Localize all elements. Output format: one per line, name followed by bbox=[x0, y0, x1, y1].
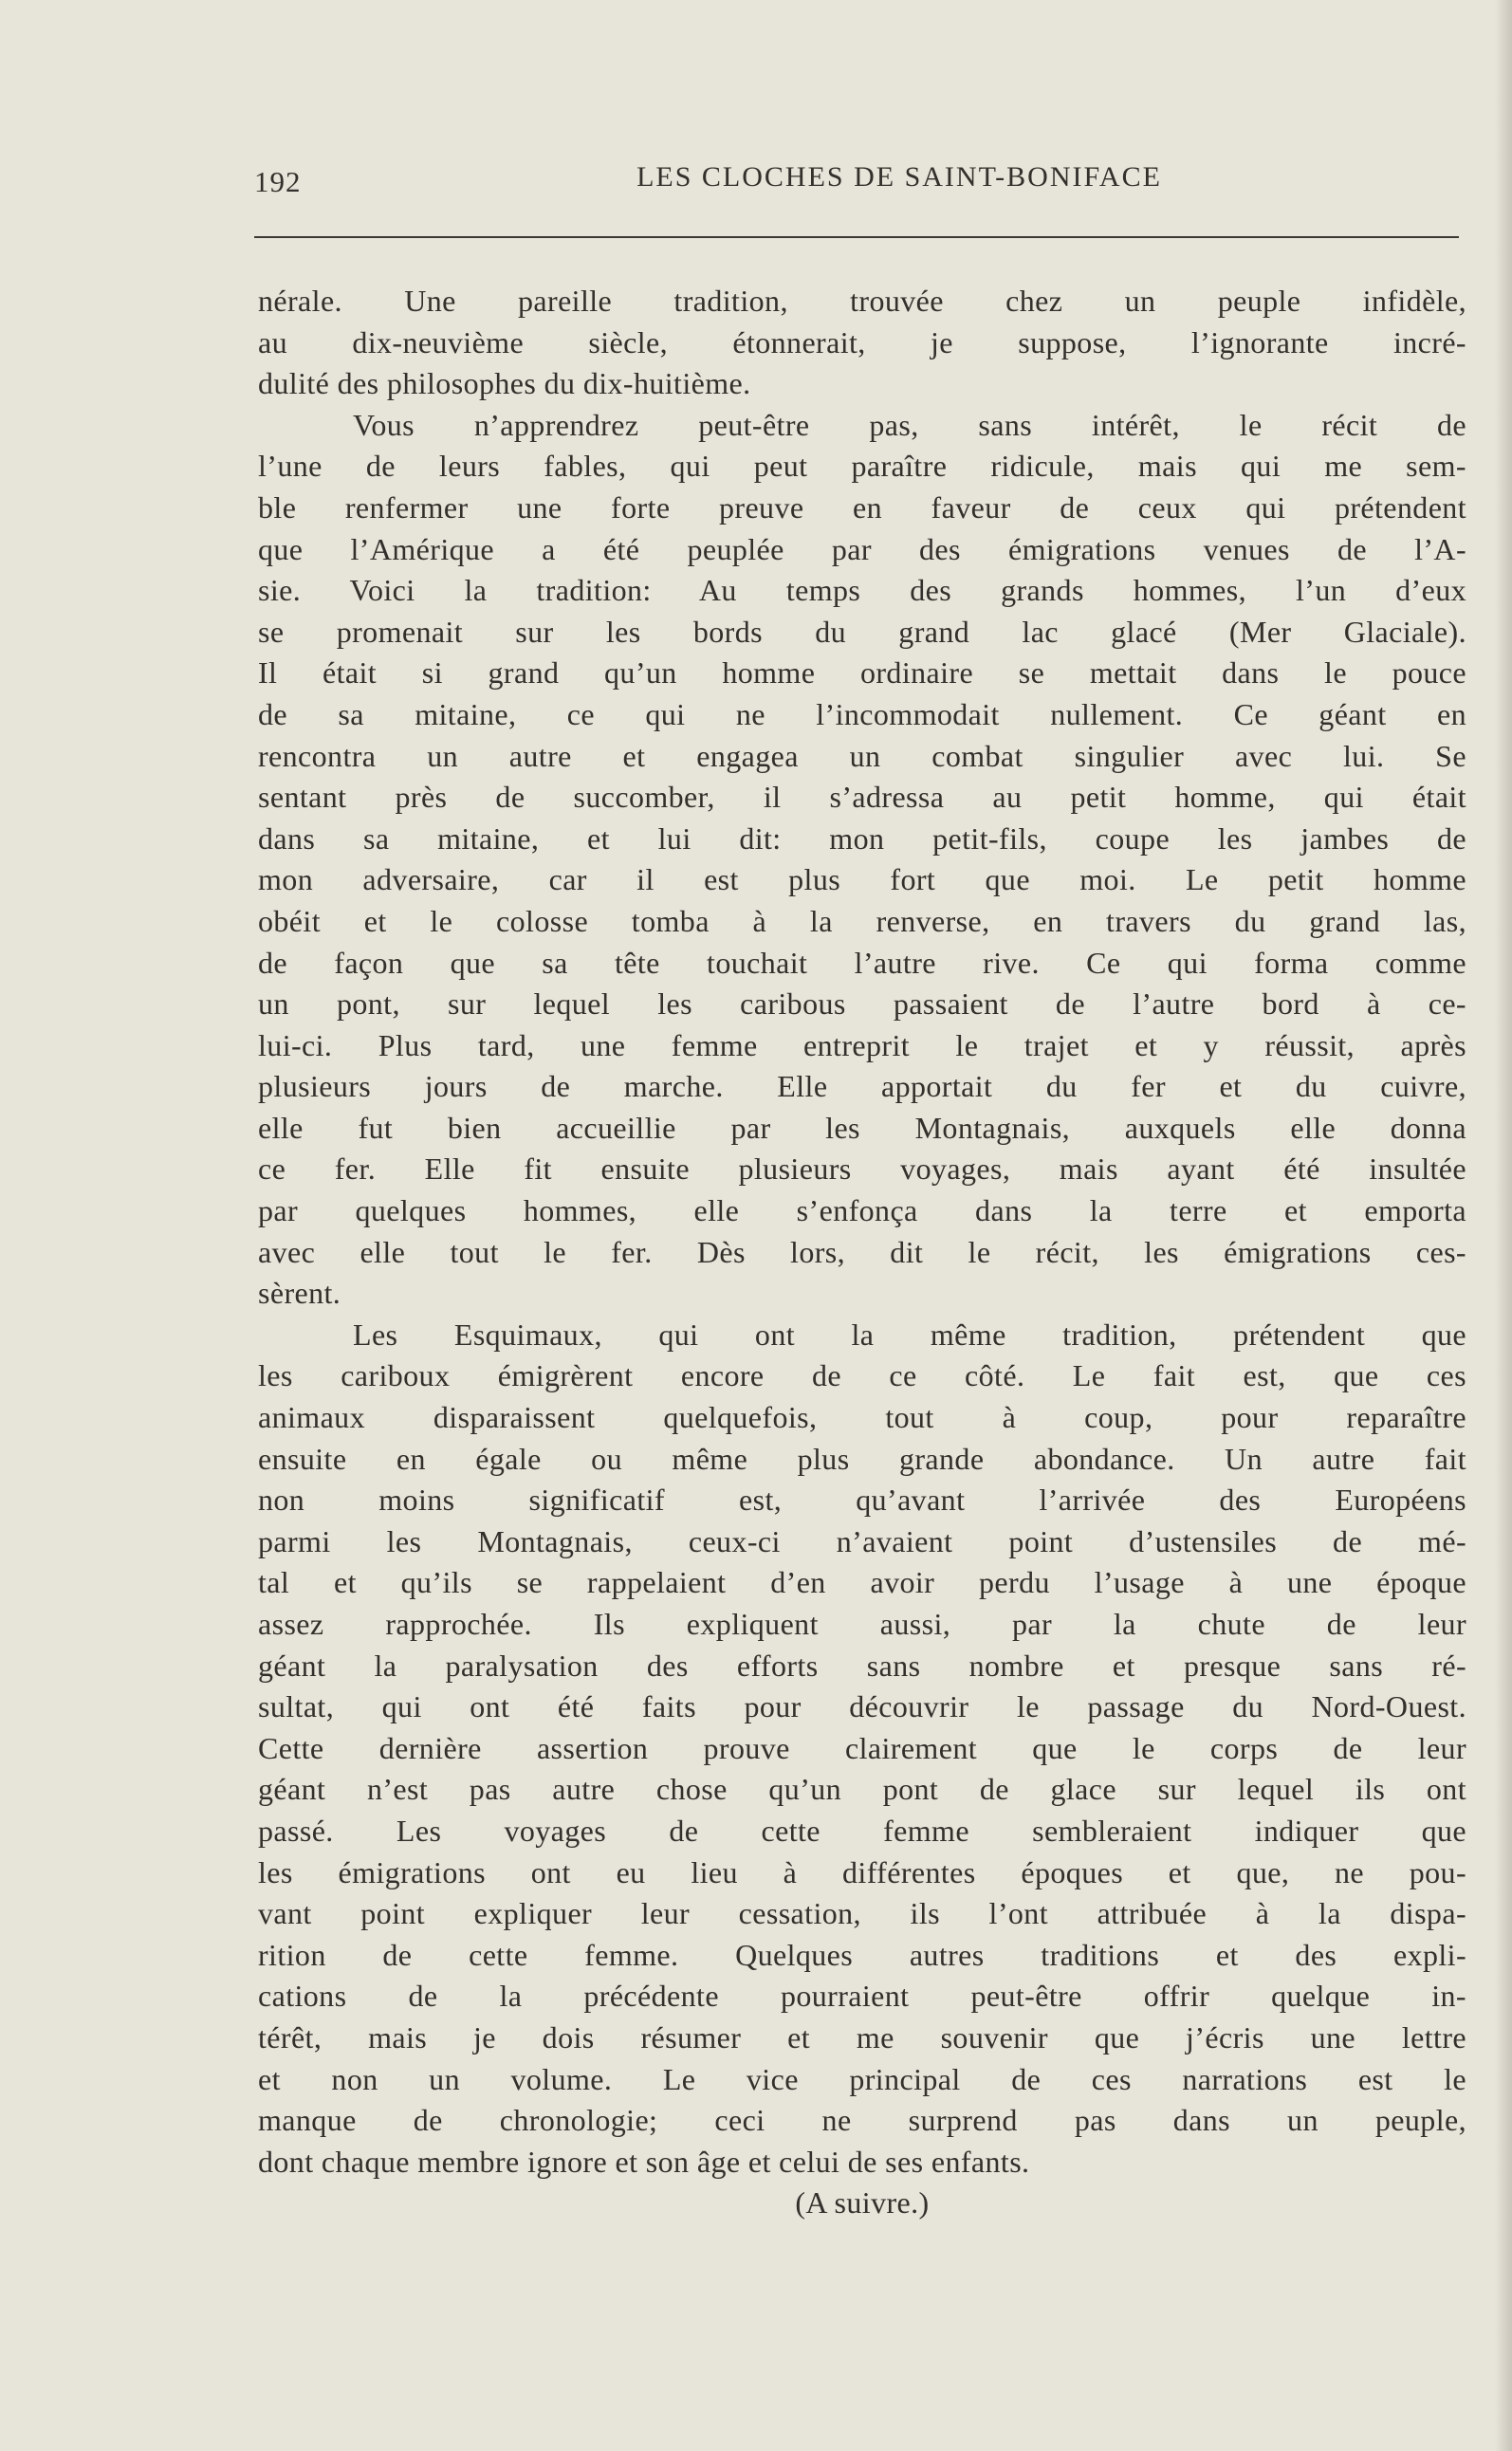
text-line: et non un volume. Le vice principal de ces narrations est le bbox=[258, 2061, 1466, 2096]
text-line: ce fer. Elle fit ensuite plusieurs voyages, mais ayant été insultée bbox=[258, 1152, 1466, 1187]
text-line: par quelques hommes, elle s’enfonça dans la terre et emporta bbox=[258, 1193, 1466, 1228]
text-line: Cette dernière assertion prouve clairement que le corps de leur bbox=[258, 1730, 1466, 1765]
text-line: Les Esquimaux, qui ont la même tradition, prétendent que bbox=[353, 1317, 1466, 1352]
text-line: elle fut bien accueillie par les Montagnais, auxquels elle donna bbox=[258, 1110, 1466, 1145]
text-line: térêt, mais je dois résumer et me souvenir que j’écris une lettre bbox=[258, 2019, 1466, 2055]
text-line: au dix-neuvième siècle, étonnerait, je suppose, l’ignorante incré- bbox=[258, 324, 1466, 359]
text-line: les cariboux émigrèrent encore de ce côté. Le fait est, que ces bbox=[258, 1358, 1466, 1393]
text-line: tal et qu’ils se rappelaient d’en avoir perdu l’usage à une époque bbox=[258, 1565, 1466, 1600]
header-rule bbox=[254, 236, 1459, 238]
text-line: animaux disparaissent quelquefois, tout à coup, pour reparaître bbox=[258, 1400, 1466, 1435]
text-line: géant n’est pas autre chose qu’un pont de glace sur lequel ils ont bbox=[258, 1772, 1466, 1807]
text-line: les émigrations ont eu lieu à différentes époques et que, ne pou- bbox=[258, 1854, 1466, 1889]
text-line: plusieurs jours de marche. Elle apportait du fer et du cuivre, bbox=[258, 1069, 1466, 1104]
text-line: cations de la précédente pourraient peut-être offrir quelque in- bbox=[258, 1979, 1466, 2014]
continuation-note: (A suivre.) bbox=[795, 2185, 930, 2221]
text-line: vant point expliquer leur cessation, ils l’ont attribuée à la dispa- bbox=[258, 1896, 1466, 1931]
text-line: avec elle tout le fer. Dès lors, dit le récit, les émigrations ces- bbox=[258, 1234, 1466, 1269]
text-line: mon adversaire, car il est plus fort que moi. Le petit homme bbox=[258, 862, 1466, 897]
text-line: ble renfermer une forte preuve en faveur de ceux qui prétendent bbox=[258, 489, 1466, 525]
page-edge-shadow bbox=[1495, 0, 1512, 2451]
text-line: sentant près de succomber, il s’adressa au petit homme, qui était bbox=[258, 780, 1466, 815]
text-line: ensuite en égale ou même plus grande abondance. Un autre fait bbox=[258, 1441, 1466, 1476]
text-line: dans sa mitaine, et lui dit: mon petit-fils, coupe les jambes de bbox=[258, 820, 1466, 856]
text-line: un pont, sur lequel les caribous passaient de l’autre bord à ce- bbox=[258, 986, 1466, 1022]
text-line: manque de chronologie; ceci ne surprend pas dans un peuple, bbox=[258, 2103, 1466, 2138]
text-line: dulité des philosophes du dix-huitième. bbox=[258, 366, 751, 401]
text-line: lui-ci. Plus tard, une femme entreprit le trajet et y réussit, après bbox=[258, 1027, 1466, 1062]
text-line: sèrent. bbox=[258, 1276, 341, 1311]
text-line: rencontra un autre et engagea un combat singulier avec lui. Se bbox=[258, 738, 1466, 773]
page-number: 192 bbox=[254, 165, 302, 198]
text-line: passé. Les voyages de cette femme sembleraient indiquer que bbox=[258, 1813, 1466, 1848]
page-header bbox=[254, 161, 1459, 203]
text-line: obéit et le colosse tomba à la renverse, en travers du grand las, bbox=[258, 903, 1466, 938]
text-line: Il était si grand qu’un homme ordinaire se mettait dans le pouce bbox=[258, 655, 1466, 691]
text-line: rition de cette femme. Quelques autres traditions et des expli- bbox=[258, 1937, 1466, 1972]
text-line: non moins significatif est, qu’avant l’arrivée des Européens bbox=[258, 1483, 1466, 1518]
text-line: parmi les Montagnais, ceux-ci n’avaient point d’ustensiles de mé- bbox=[258, 1523, 1466, 1558]
text-line: géant la paralysation des efforts sans nombre et presque sans ré- bbox=[258, 1648, 1466, 1683]
text-line: de sa mitaine, ce qui ne l’incommodait nullement. Ce géant en bbox=[258, 696, 1466, 731]
text-line: sultat, qui ont été faits pour découvrir le passage du Nord-Ouest. bbox=[258, 1689, 1466, 1724]
text-line: nérale. Une pareille tradition, trouvée chez un peuple infidèle, bbox=[258, 284, 1466, 318]
text-line: de façon que sa tête touchait l’autre rive. Ce qui forma comme bbox=[258, 945, 1466, 980]
running-title: LES CLOCHES DE SAINT-BONIFACE bbox=[636, 161, 1162, 193]
text-line: Vous n’apprendrez peut-être pas, sans intérêt, le récit de bbox=[353, 407, 1466, 442]
text-line: assez rapprochée. Ils expliquent aussi, par la chute de leur bbox=[258, 1607, 1466, 1641]
text-line: dont chaque membre ignore et son âge et celui de ses enfants. bbox=[258, 2144, 1030, 2179]
text-line: sie. Voici la tradition: Au temps des grands hommes, l’un d’eux bbox=[258, 573, 1466, 608]
text-line: l’une de leurs fables, qui peut paraître ridicule, mais qui me sem- bbox=[258, 449, 1466, 484]
text-line: que l’Amérique a été peuplée par des émigrations venues de l’A- bbox=[258, 531, 1466, 566]
body-text bbox=[258, 281, 1466, 2224]
text-line: se promenait sur les bords du grand lac glacé (Mer Glaciale). bbox=[258, 614, 1466, 649]
